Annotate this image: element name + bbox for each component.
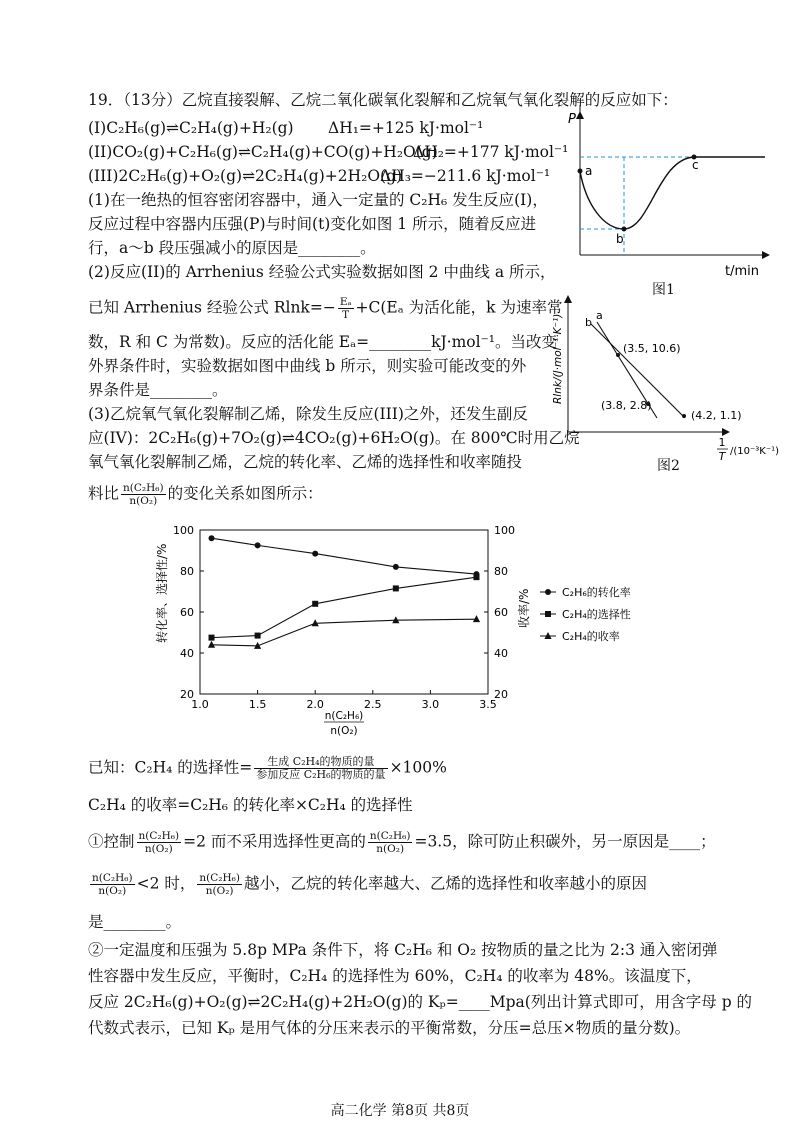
data-point-circle [393,564,399,570]
fig2-x-arrow [722,428,730,436]
fig2-point-3 [682,414,686,418]
subq1-frac-1 [137,830,182,855]
data-point-square [473,574,479,580]
subq1-frac-2-den: n(O₂) [376,843,405,855]
reaction-1-enthalpy: ΔH₁=+125 kJ·mol⁻¹ [328,119,484,137]
selectivity-num: 生成 C₂H₄的物质的量 [254,756,387,769]
arrhenius-frac-num: Eₐ [339,296,352,308]
fig1-ylabel: P [568,112,576,127]
y-tick-label-left: 40 [180,647,194,660]
figure-1 [560,105,775,300]
data-point-circle [255,542,261,548]
selectivity-prefix: 已知：C₂H₄ 的选择性= [88,758,253,777]
data-point-triangle [208,641,215,648]
fig1-point-a [578,169,583,174]
data-point-circle [209,535,215,541]
part3-line3: 氧气氧化裂解制乙烯，乙烷的转化率、乙烯的选择性和收率随投 [88,453,523,471]
fig2-point-2-label: (3.8, 2.8) [601,399,652,412]
selectivity-definition [88,756,447,781]
y-tick-label-left: 100 [173,524,194,537]
data-point-circle [312,551,318,557]
fig1-label-b: b [616,232,624,246]
subq1-text-4: <2 时， [136,874,196,893]
y-tick-label-left: 60 [180,606,194,619]
y-tick-label-right: 100 [494,524,515,537]
reaction-3-enthalpy: ΔH₃=−211.6 kJ·mol⁻¹ [380,167,551,185]
y-tick-label-right: 80 [494,565,508,578]
part2-line1: (2)反应(II)的 Arrhenius 经验公式实验数据如图 2 中曲线 a 所示， [88,263,556,281]
x-tick-label: 3.5 [479,698,497,711]
part1-line3: 行，a～b 段压强减小的原因是________。 [88,239,376,257]
subq2-line1: ②一定温度和压强为 5.8p MPa 条件下，将 C₂H₆ 和 O₂ 按物质的量之比为 2:3 通入密闭弹 [88,941,718,959]
reaction-3 [88,166,551,186]
fig2-xlabel-num: 1 [718,436,726,449]
fig2-y-arrow [564,295,572,303]
figure-1-caption: 图1 [652,282,675,298]
x-tick-label: 1.5 [248,698,267,711]
subq1-frac-3-num: n(C₂H₆) [92,872,133,884]
fig2-xlabel-unit: /(10⁻³K⁻¹) [730,446,780,457]
arrhenius-fraction [338,296,354,321]
fig2-curve-a-label: a [596,309,603,322]
part2-line4: 外界条件时，实验数据如图中曲线 b 所示，则实验可能改变的外 [88,357,527,375]
reaction-1-equation: (I)C₂H₆(g)⇌C₂H₄(g)+H₂(g) [88,119,294,137]
subq1-text-1: ①控制 [88,832,135,851]
part1-line1: (1)在一绝热的恒容密闭容器中，通入一定量的 C₂H₆ 发生反应(I)， [88,191,548,209]
figure-2-caption: 图2 [657,458,680,474]
chart-plot-frame [200,530,488,694]
arrhenius-text: 已知 Arrhenius 经验公式 Rlnk=− [88,298,336,317]
reaction-1 [88,118,484,138]
page-footer: 高二化学 第8页 共8页 [330,1103,470,1119]
chart-xlabel-num: n(C₂H₆) [324,710,364,722]
subq1-frac-3-den: n(O₂) [98,885,127,897]
data-point-square [393,585,399,591]
data-point-square [255,633,261,639]
subq1-line1 [88,830,716,855]
selectivity-fraction [254,756,387,781]
question-header: 19．（13分）乙烷直接裂解、乙烷二氧化碳氧化裂解和乙烷氧气氧化裂解的反应如下： [88,91,678,109]
x-tick-label: 3.0 [421,698,440,711]
subq1-line2 [88,872,647,897]
subq2-line2: 性容器中发生反应，平衡时，C₂H₄ 的选择性为 60%，C₂H₄ 的收率为 48%。该温度下， [88,967,702,985]
legend-marker-circle [545,589,551,595]
y-tick-label-left: 20 [180,688,194,701]
fig1-label-a: a [585,164,593,178]
feed-ratio-text: 料比 [88,484,120,503]
reaction-2-enthalpy: ΔH₂=+177 kJ·mol⁻¹ [413,143,569,161]
fig1-label-c: c [692,158,699,172]
subq1-line3: 是________。 [88,913,182,931]
subq1-frac-4 [197,872,242,897]
fig2-point-1 [616,353,620,357]
data-point-square [209,635,215,641]
subq2-line3: 反应 2C₂H₆(g)+O₂(g)⇌2C₂H₄(g)+2H₂O(g)的 Kₚ=____Mpa(列出计算式即可，用含字母 p 的 [88,993,753,1011]
conversion-selectivity-chart [150,518,670,743]
subq1-text-3: =3.5，除可防止积碳外，另一原因是____； [414,832,716,851]
subq1-frac-1-num: n(C₂H₆) [138,830,180,842]
reaction-2 [88,142,569,162]
subq1-text-2: =2 而不采用选择性更高的 [183,832,366,851]
part2-line2 [88,296,562,321]
fig2-xlabel-den: T [718,450,726,463]
y-tick-label-right: 40 [494,647,508,660]
legend-marker-square [545,611,551,617]
part3-line1: (3)乙烷氧气氧化裂解制乙烯，除发生反应(III)之外，还发生副反 [88,405,528,423]
fig1-y-arrow [576,111,584,119]
part2-line5: 界条件是________。 [88,381,228,399]
fig2-curve-b-label: b [585,316,592,329]
legend-label-circle: C₂H₆的转化率 [562,586,631,599]
x-tick-label: 2.5 [364,698,382,711]
y-tick-label-right: 60 [494,606,508,619]
fig1-pressure-curve [580,157,765,229]
chart-xlabel-den: n(O₂) [330,725,358,737]
feed-ratio-num: n(C₂H₆) [123,482,164,494]
x-tick-label: 2.0 [306,698,324,711]
subq1-frac-2-num: n(C₂H₆) [369,830,411,842]
chart-ylabel-left: 转化率、选择性/% [155,543,169,643]
legend-label-square: C₂H₄的选择性 [562,608,631,621]
part3-line2: 应(IV)：2C₂H₆(g)+7O₂(g)⇌4CO₂(g)+6H₂O(g)。在 800℃时用乙烷 [88,429,580,447]
subq1-frac-3 [90,872,135,897]
feed-ratio-text-2: 的变化关系如图所示： [167,484,323,503]
arrhenius-frac-den: T [342,309,350,321]
yield-definition: C₂H₄ 的收率=C₂H₆ 的转化率×C₂H₄ 的选择性 [88,796,413,814]
fig1-point-b [622,227,627,232]
subq2-line4: 代数式表示，已知 Kₚ 是用气体的分压来表示的平衡常数，分压=总压×物质的量分数)。 [88,1019,691,1037]
part2-line3: 数，R 和 C 为常数)。反应的活化能 Eₐ=________kJ·mol⁻¹。当改变 [88,333,557,351]
subq1-frac-2 [368,830,413,855]
feed-ratio-fraction [121,482,166,507]
reaction-3-equation: (III)2C₂H₆(g)+O₂(g)⇌2C₂H₄(g)+2H₂O(g) [88,167,403,185]
fig2-ylabel: Rlnk/(J·mol⁻¹·K⁻¹) [552,313,564,404]
chart-ylabel-right: 收率/% [517,588,531,628]
x-tick-label: 1.0 [191,698,209,711]
part3-line4 [88,482,323,507]
data-point-square [312,601,318,607]
figure-2 [545,292,790,467]
reaction-2-equation: (II)CO₂(g)+C₂H₆(g)⇌C₂H₄(g)+CO(g)+H₂O(g) [88,143,438,161]
series-line-triangle [212,619,477,646]
fig2-point-3-label: (4.2, 1.1) [691,409,742,422]
subq1-text-5: 越小，乙烷的转化率越大、乙烯的选择性和收率越小的原因 [243,874,647,893]
subq1-frac-4-den: n(O₂) [205,885,234,897]
subq1-frac-1-den: n(O₂) [144,843,173,855]
feed-ratio-den: n(O₂) [129,495,158,507]
arrhenius-text-2: +C(Eₐ 为活化能，k 为速率常 [355,298,563,317]
fig1-x-arrow [762,251,770,259]
part1-line2: 反应过程中容器内压强(P)与时间(t)变化如图 1 所示，随着反应进 [88,215,537,233]
selectivity-den: 参加反应 C₂H₆的物质的量 [256,768,386,781]
fig1-xlabel: t/min [725,264,759,279]
selectivity-suffix: ×100% [389,758,447,777]
series-line-circle [212,538,477,574]
legend-label-triangle: C₂H₄的收率 [562,630,620,643]
series-line-square [212,577,477,637]
y-tick-label-right: 20 [494,688,508,701]
y-tick-label-left: 80 [180,565,194,578]
fig2-point-1-label: (3.5, 10.6) [623,342,681,355]
subq1-frac-4-num: n(C₂H₆) [199,872,240,884]
